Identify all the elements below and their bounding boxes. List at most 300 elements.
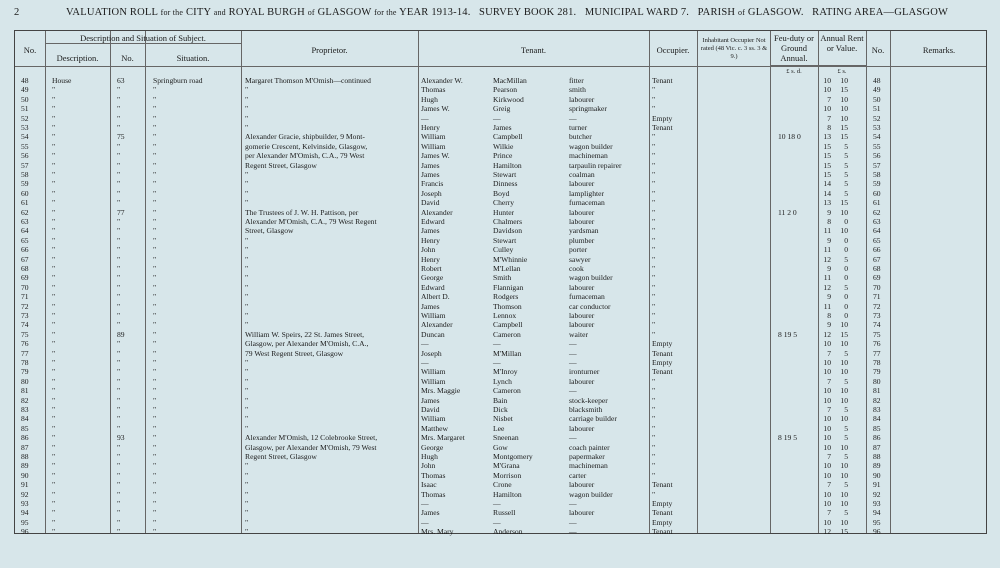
cell-tenant-forename: William (421, 132, 446, 142)
cell-tenant-forename: James (421, 508, 440, 518)
cell-proprietor: " (245, 113, 249, 123)
cell-row-no: 50 (21, 94, 29, 104)
cell-description: " (52, 198, 56, 208)
cell-annual-shillings: 5 (844, 480, 848, 490)
cell-situation: Springburn road (153, 76, 203, 85)
cell-occupier: " (652, 376, 656, 386)
table-row (15, 123, 988, 132)
cell-proprietor: The Trustees of J. W. H. Pattison, per (245, 207, 359, 217)
cell-row-no: 60 (21, 188, 29, 198)
cell-row-no: 59 (21, 179, 29, 189)
cell-occupier: Empty (652, 113, 673, 123)
cell-tenant-forename: James (421, 395, 440, 405)
cell-tenant-surname: Montgomery (493, 452, 533, 461)
cell-row-no: 75 (21, 329, 29, 339)
cell-annual-shillings: 10 (840, 442, 848, 452)
cell-annual-pounds: 12 (823, 254, 831, 264)
cell-occupation: labourer (569, 207, 595, 217)
table-row (15, 283, 988, 292)
cell-occupier: " (652, 386, 656, 396)
cell-situation: " (153, 376, 157, 386)
cell-proprietor: Margaret Thomson M'Omish—continued (245, 76, 371, 85)
cell-proprietor: " (245, 235, 249, 245)
col-header-annual: Annual Rent or Value. (820, 33, 864, 53)
cell-row-no-right: 69 (873, 273, 881, 283)
cell-tenant-forename: Edward (421, 282, 445, 292)
cell-occupier: " (652, 329, 656, 339)
cell-annual-pounds: 14 (823, 188, 831, 198)
table-row (15, 433, 988, 442)
cell-row-no: 53 (21, 123, 29, 132)
cell-annual-shillings: 5 (844, 508, 848, 518)
cell-annual-pounds: 7 (827, 480, 831, 490)
cell-row-no: 76 (21, 339, 29, 349)
cell-annual-shillings: 5 (844, 348, 848, 358)
cell-annual-shillings: 10 (840, 499, 848, 508)
cell-row-no: 65 (21, 235, 29, 245)
cell-description: " (52, 123, 56, 132)
cell-tenant-surname: Culley (493, 245, 514, 255)
cell-tenant-surname: Wilkie (493, 141, 514, 151)
cell-occupation: labourer (569, 94, 595, 104)
cell-annual-pounds: 7 (827, 405, 831, 414)
cell-row-no-right: 50 (873, 94, 881, 104)
cell-situation: " (153, 151, 157, 161)
cell-occupier: " (652, 254, 656, 264)
cell-annual-pounds: 13 (823, 132, 831, 142)
cell-house-number: " (117, 113, 121, 123)
cell-annual-shillings: 10 (840, 367, 848, 377)
table-row (15, 76, 988, 85)
table-row (15, 151, 988, 160)
cell-annual-shillings: 10 (840, 207, 848, 217)
cell-tenant-surname: M'Inroy (493, 367, 518, 377)
cell-tenant-forename: William (421, 311, 446, 320)
table-row (15, 320, 988, 329)
cell-description: " (52, 423, 56, 433)
cell-house-number: " (117, 141, 121, 151)
cell-description: " (52, 367, 56, 377)
cell-tenant-surname: M'Lellan (493, 264, 521, 273)
cell-annual-pounds: 8 (827, 123, 831, 132)
cell-row-no: 67 (21, 254, 29, 264)
cell-annual-pounds: 10 (823, 104, 831, 114)
cell-annual-shillings: 10 (840, 76, 848, 85)
cell-row-no-right: 59 (873, 179, 881, 189)
cell-occupation: furnaceman (569, 198, 605, 208)
cell-annual-pounds: 15 (823, 170, 831, 179)
col-header-no: No. (23, 45, 37, 55)
cell-annual-pounds: 11 (823, 226, 831, 236)
cell-occupation: fitter (569, 76, 584, 85)
cell-row-no-right: 63 (873, 217, 881, 226)
cell-proprietor: " (245, 170, 249, 179)
cell-row-no-right: 73 (873, 311, 881, 320)
table-row (15, 461, 988, 470)
page-number: 2 (14, 7, 20, 18)
cell-annual-shillings: 5 (844, 170, 848, 179)
cell-occupier: " (652, 395, 656, 405)
cell-row-no: 58 (21, 170, 29, 179)
table-row (15, 480, 988, 489)
cell-situation: " (153, 94, 157, 104)
table-row (15, 226, 988, 235)
cell-description: " (52, 517, 56, 527)
cell-proprietor: " (245, 104, 249, 114)
cell-proprietor: " (245, 517, 249, 527)
cell-occupation: coalman (569, 170, 595, 179)
cell-occupation: blacksmith (569, 405, 603, 414)
cell-situation: " (153, 132, 157, 142)
cell-occupation: carter (569, 470, 587, 480)
cell-occupier: " (652, 207, 656, 217)
cell-annual-pounds: 9 (827, 292, 831, 302)
cell-annual-pounds: 11 (823, 273, 831, 283)
cell-occupier: " (652, 414, 656, 424)
table-row (15, 85, 988, 94)
cell-occupier: " (652, 461, 656, 471)
cell-tenant-forename: Henry (421, 123, 440, 132)
cell-proprietor: " (245, 405, 249, 414)
table-row (15, 452, 988, 461)
cell-occupier: " (652, 405, 656, 414)
cell-annual-pounds: 7 (827, 508, 831, 518)
cell-description: " (52, 292, 56, 302)
cell-description: " (52, 414, 56, 424)
cell-occupier: Empty (652, 499, 673, 508)
cell-row-no-right: 56 (873, 151, 881, 161)
cell-row-no: 84 (21, 414, 29, 424)
cell-annual-pounds: 10 (823, 461, 831, 471)
table-row (15, 245, 988, 254)
col-header-number: No. (121, 53, 134, 63)
table-row (15, 264, 988, 273)
cell-house-number: " (117, 414, 121, 424)
cell-feu-duty: 8 19 5 (778, 329, 797, 339)
cell-occupation: furnaceman (569, 292, 605, 302)
cell-row-no: 51 (21, 104, 29, 114)
cell-annual-shillings: 0 (844, 217, 848, 226)
cell-situation: " (153, 104, 157, 114)
cell-situation: " (153, 358, 157, 367)
cell-annual-shillings: 0 (844, 311, 848, 320)
table-row (15, 208, 988, 217)
cell-situation: " (153, 414, 157, 424)
cell-row-no-right: 61 (873, 198, 881, 208)
cell-annual-shillings: 0 (844, 273, 848, 283)
cell-house-number: " (117, 376, 121, 386)
cell-situation: " (153, 273, 157, 283)
cell-house-number: " (117, 123, 121, 132)
cell-description: " (52, 217, 56, 226)
cell-description: " (52, 273, 56, 283)
cell-tenant-forename: — (421, 113, 429, 123)
cell-annual-shillings: 5 (844, 423, 848, 433)
cell-description: " (52, 433, 56, 443)
cell-annual-pounds: 10 (823, 358, 831, 367)
cell-description: " (52, 254, 56, 264)
cell-occupation: carriage builder (569, 414, 617, 424)
cell-situation: " (153, 489, 157, 499)
cell-description: " (52, 311, 56, 320)
cell-annual-pounds: 13 (823, 198, 831, 208)
cell-annual-pounds: 15 (823, 151, 831, 161)
cell-occupier: " (652, 94, 656, 104)
cell-occupier: Tenant (652, 480, 673, 490)
cell-tenant-forename: George (421, 442, 444, 452)
cell-house-number: 63 (117, 76, 125, 85)
cell-tenant-forename: Edward (421, 217, 445, 226)
cell-proprietor: Glasgow, per Alexander M'Omish, 79 West (245, 442, 377, 452)
cell-annual-shillings: 15 (840, 132, 848, 142)
cell-occupation: smith (569, 85, 586, 95)
cell-occupation: ironturner (569, 367, 600, 377)
cell-annual-pounds: 7 (827, 348, 831, 358)
cell-row-no: 71 (21, 292, 29, 302)
table-row (15, 255, 988, 264)
cell-row-no: 91 (21, 480, 29, 490)
cell-row-no-right: 49 (873, 85, 881, 95)
cell-description: " (52, 489, 56, 499)
cell-annual-pounds: 10 (823, 386, 831, 396)
cell-tenant-surname: Cameron (493, 329, 521, 339)
cell-row-no-right: 57 (873, 160, 881, 170)
cell-occupier: Tenant (652, 76, 673, 85)
cell-proprietor: " (245, 273, 249, 283)
cell-annual-pounds: 10 (823, 395, 831, 405)
cell-tenant-surname: Morrison (493, 470, 522, 480)
cell-situation: " (153, 188, 157, 198)
cell-feu-duty: 11 2 0 (778, 207, 797, 217)
cell-tenant-forename: Duncan (421, 329, 445, 339)
cell-row-no-right: 51 (873, 104, 881, 114)
cell-description: " (52, 320, 56, 330)
cell-row-no: 73 (21, 311, 29, 320)
cell-row-no-right: 95 (873, 517, 881, 527)
cell-description: " (52, 282, 56, 292)
cell-tenant-forename: Robert (421, 264, 442, 273)
table-row (15, 179, 988, 188)
cell-occupation: car conductor (569, 301, 611, 311)
cell-tenant-surname: Sneenan (493, 433, 519, 443)
cell-house-number: " (117, 461, 121, 471)
cell-proprietor: Regent Street, Glasgow (245, 452, 317, 461)
cell-occupier: Tenant (652, 527, 673, 537)
cell-tenant-forename: William (421, 141, 446, 151)
cell-row-no: 83 (21, 405, 29, 414)
cell-house-number: " (117, 273, 121, 283)
cell-situation: " (153, 461, 157, 471)
col-header-no2: No. (871, 45, 885, 55)
cell-proprietor: " (245, 320, 249, 330)
cell-row-no-right: 71 (873, 292, 881, 302)
cell-tenant-forename: Thomas (421, 489, 446, 499)
col-header-description: Description. (56, 53, 99, 63)
cell-house-number: 75 (117, 132, 125, 142)
cell-tenant-forename: David (421, 405, 440, 414)
cell-tenant-forename: James (421, 301, 440, 311)
cell-row-no-right: 74 (873, 320, 881, 330)
cell-house-number: " (117, 517, 121, 527)
cell-situation: " (153, 348, 157, 358)
cell-proprietor: Alexander M'Omish, 12 Colebrooke Street, (245, 433, 378, 443)
cell-situation: " (153, 141, 157, 151)
cell-tenant-forename: Matthew (421, 423, 448, 433)
cell-row-no-right: 89 (873, 461, 881, 471)
cell-proprietor: " (245, 508, 249, 518)
table-row (15, 170, 988, 179)
cell-occupier: " (652, 470, 656, 480)
cell-description: " (52, 235, 56, 245)
cell-occupier: Tenant (652, 123, 673, 132)
cell-occupier: " (652, 188, 656, 198)
table-row (15, 330, 988, 339)
cell-occupier: " (652, 433, 656, 443)
cell-tenant-surname: James (493, 123, 512, 132)
cell-proprietor: " (245, 423, 249, 433)
cell-description: " (52, 470, 56, 480)
cell-tenant-forename: Joseph (421, 188, 442, 198)
cell-description: " (52, 207, 56, 217)
cell-description: " (52, 245, 56, 255)
cell-description: " (52, 348, 56, 358)
table-row (15, 414, 988, 423)
table-row (15, 311, 988, 320)
cell-house-number: " (117, 423, 121, 433)
cell-annual-pounds: 10 (823, 517, 831, 527)
cell-occupier: Empty (652, 358, 673, 367)
cell-row-no: 77 (21, 348, 29, 358)
cell-situation: " (153, 254, 157, 264)
cell-annual-pounds: 11 (823, 301, 831, 311)
cell-occupation: — (569, 348, 577, 358)
cell-annual-pounds: 11 (823, 245, 831, 255)
table-row (15, 236, 988, 245)
cell-tenant-surname: M'Grana (493, 461, 520, 471)
table-row (15, 527, 988, 536)
cell-row-no: 92 (21, 489, 29, 499)
cell-tenant-forename: Isaac (421, 480, 437, 490)
cell-row-no: 49 (21, 85, 29, 95)
cell-feu-duty: 8 19 5 (778, 433, 797, 443)
cell-row-no-right: 68 (873, 264, 881, 273)
cell-occupier: " (652, 442, 656, 452)
cell-row-no-right: 75 (873, 329, 881, 339)
cell-occupation: labourer (569, 480, 595, 490)
cell-tenant-forename: James (421, 160, 440, 170)
cell-annual-pounds: 10 (823, 367, 831, 377)
table-row (15, 273, 988, 282)
cell-tenant-forename: William (421, 376, 446, 386)
cell-house-number: " (117, 405, 121, 414)
cell-description: " (52, 226, 56, 236)
cell-proprietor: " (245, 94, 249, 104)
table-row (15, 424, 988, 433)
cell-occupier: " (652, 226, 656, 236)
cell-house-number: " (117, 320, 121, 330)
cell-house-number: " (117, 367, 121, 377)
cell-house-number: " (117, 301, 121, 311)
cell-tenant-surname: Lee (493, 423, 505, 433)
cell-row-no: 85 (21, 423, 29, 433)
cell-house-number: " (117, 151, 121, 161)
cell-occupation: labourer (569, 423, 595, 433)
cell-description: " (52, 376, 56, 386)
cell-row-no: 79 (21, 367, 29, 377)
cell-tenant-surname: Stewart (493, 235, 517, 245)
col-header-feuduty: Feu-duty or Ground Annual. (774, 33, 814, 63)
cell-situation: " (153, 442, 157, 452)
cell-situation: " (153, 527, 157, 537)
cell-row-no-right: 48 (873, 76, 881, 85)
cell-row-no-right: 78 (873, 358, 881, 367)
cell-tenant-surname: Dick (493, 405, 508, 414)
cell-tenant-surname: Boyd (493, 188, 510, 198)
cell-tenant-forename: Francis (421, 179, 444, 189)
cell-proprietor: " (245, 301, 249, 311)
cell-proprietor: " (245, 188, 249, 198)
cell-annual-pounds: 12 (823, 329, 831, 339)
cell-row-no-right: 96 (873, 527, 881, 537)
cell-occupation: — (569, 113, 577, 123)
cell-tenant-surname: Lynch (493, 376, 512, 386)
cell-proprietor: " (245, 85, 249, 95)
cell-annual-shillings: 5 (844, 188, 848, 198)
cell-annual-shillings: 5 (844, 452, 848, 461)
cell-house-number: " (117, 489, 121, 499)
cell-proprietor: Alexander Gracie, shipbuilder, 9 Mont- (245, 132, 365, 142)
cell-row-no: 48 (21, 76, 29, 85)
cell-annual-pounds: 15 (823, 160, 831, 170)
cell-row-no-right: 92 (873, 489, 881, 499)
cell-house-number: " (117, 170, 121, 179)
cell-occupation: labourer (569, 311, 595, 320)
cell-annual-pounds: 10 (823, 499, 831, 508)
cell-tenant-surname: Campbell (493, 320, 523, 330)
cell-occupation: cook (569, 264, 584, 273)
cell-situation: " (153, 395, 157, 405)
cell-occupation: waiter (569, 329, 588, 339)
cell-occupier: " (652, 141, 656, 151)
cell-row-no: 72 (21, 301, 29, 311)
cell-row-no: 96 (21, 527, 29, 537)
cell-annual-pounds: 8 (827, 311, 831, 320)
cell-occupation: — (569, 517, 577, 527)
cell-row-no-right: 94 (873, 508, 881, 518)
cell-row-no-right: 82 (873, 395, 881, 405)
cell-row-no: 78 (21, 358, 29, 367)
table-row (15, 499, 988, 508)
cell-row-no: 94 (21, 508, 29, 518)
cell-row-no-right: 88 (873, 452, 881, 461)
cell-annual-shillings: 0 (844, 264, 848, 273)
cell-annual-pounds: 12 (823, 527, 831, 537)
page-header (0, 4, 1000, 22)
cell-tenant-surname: — (493, 499, 501, 508)
cell-row-no-right: 80 (873, 376, 881, 386)
cell-tenant-surname: Prince (493, 151, 513, 161)
cell-situation: " (153, 198, 157, 208)
cell-row-no: 82 (21, 395, 29, 405)
cell-row-no-right: 55 (873, 141, 881, 151)
table-row (15, 367, 988, 376)
cell-situation: " (153, 517, 157, 527)
cell-annual-shillings: 5 (844, 254, 848, 264)
cell-situation: " (153, 245, 157, 255)
cell-annual-shillings: 10 (840, 395, 848, 405)
cell-annual-shillings: 5 (844, 141, 848, 151)
cell-tenant-surname: Russell (493, 508, 516, 518)
